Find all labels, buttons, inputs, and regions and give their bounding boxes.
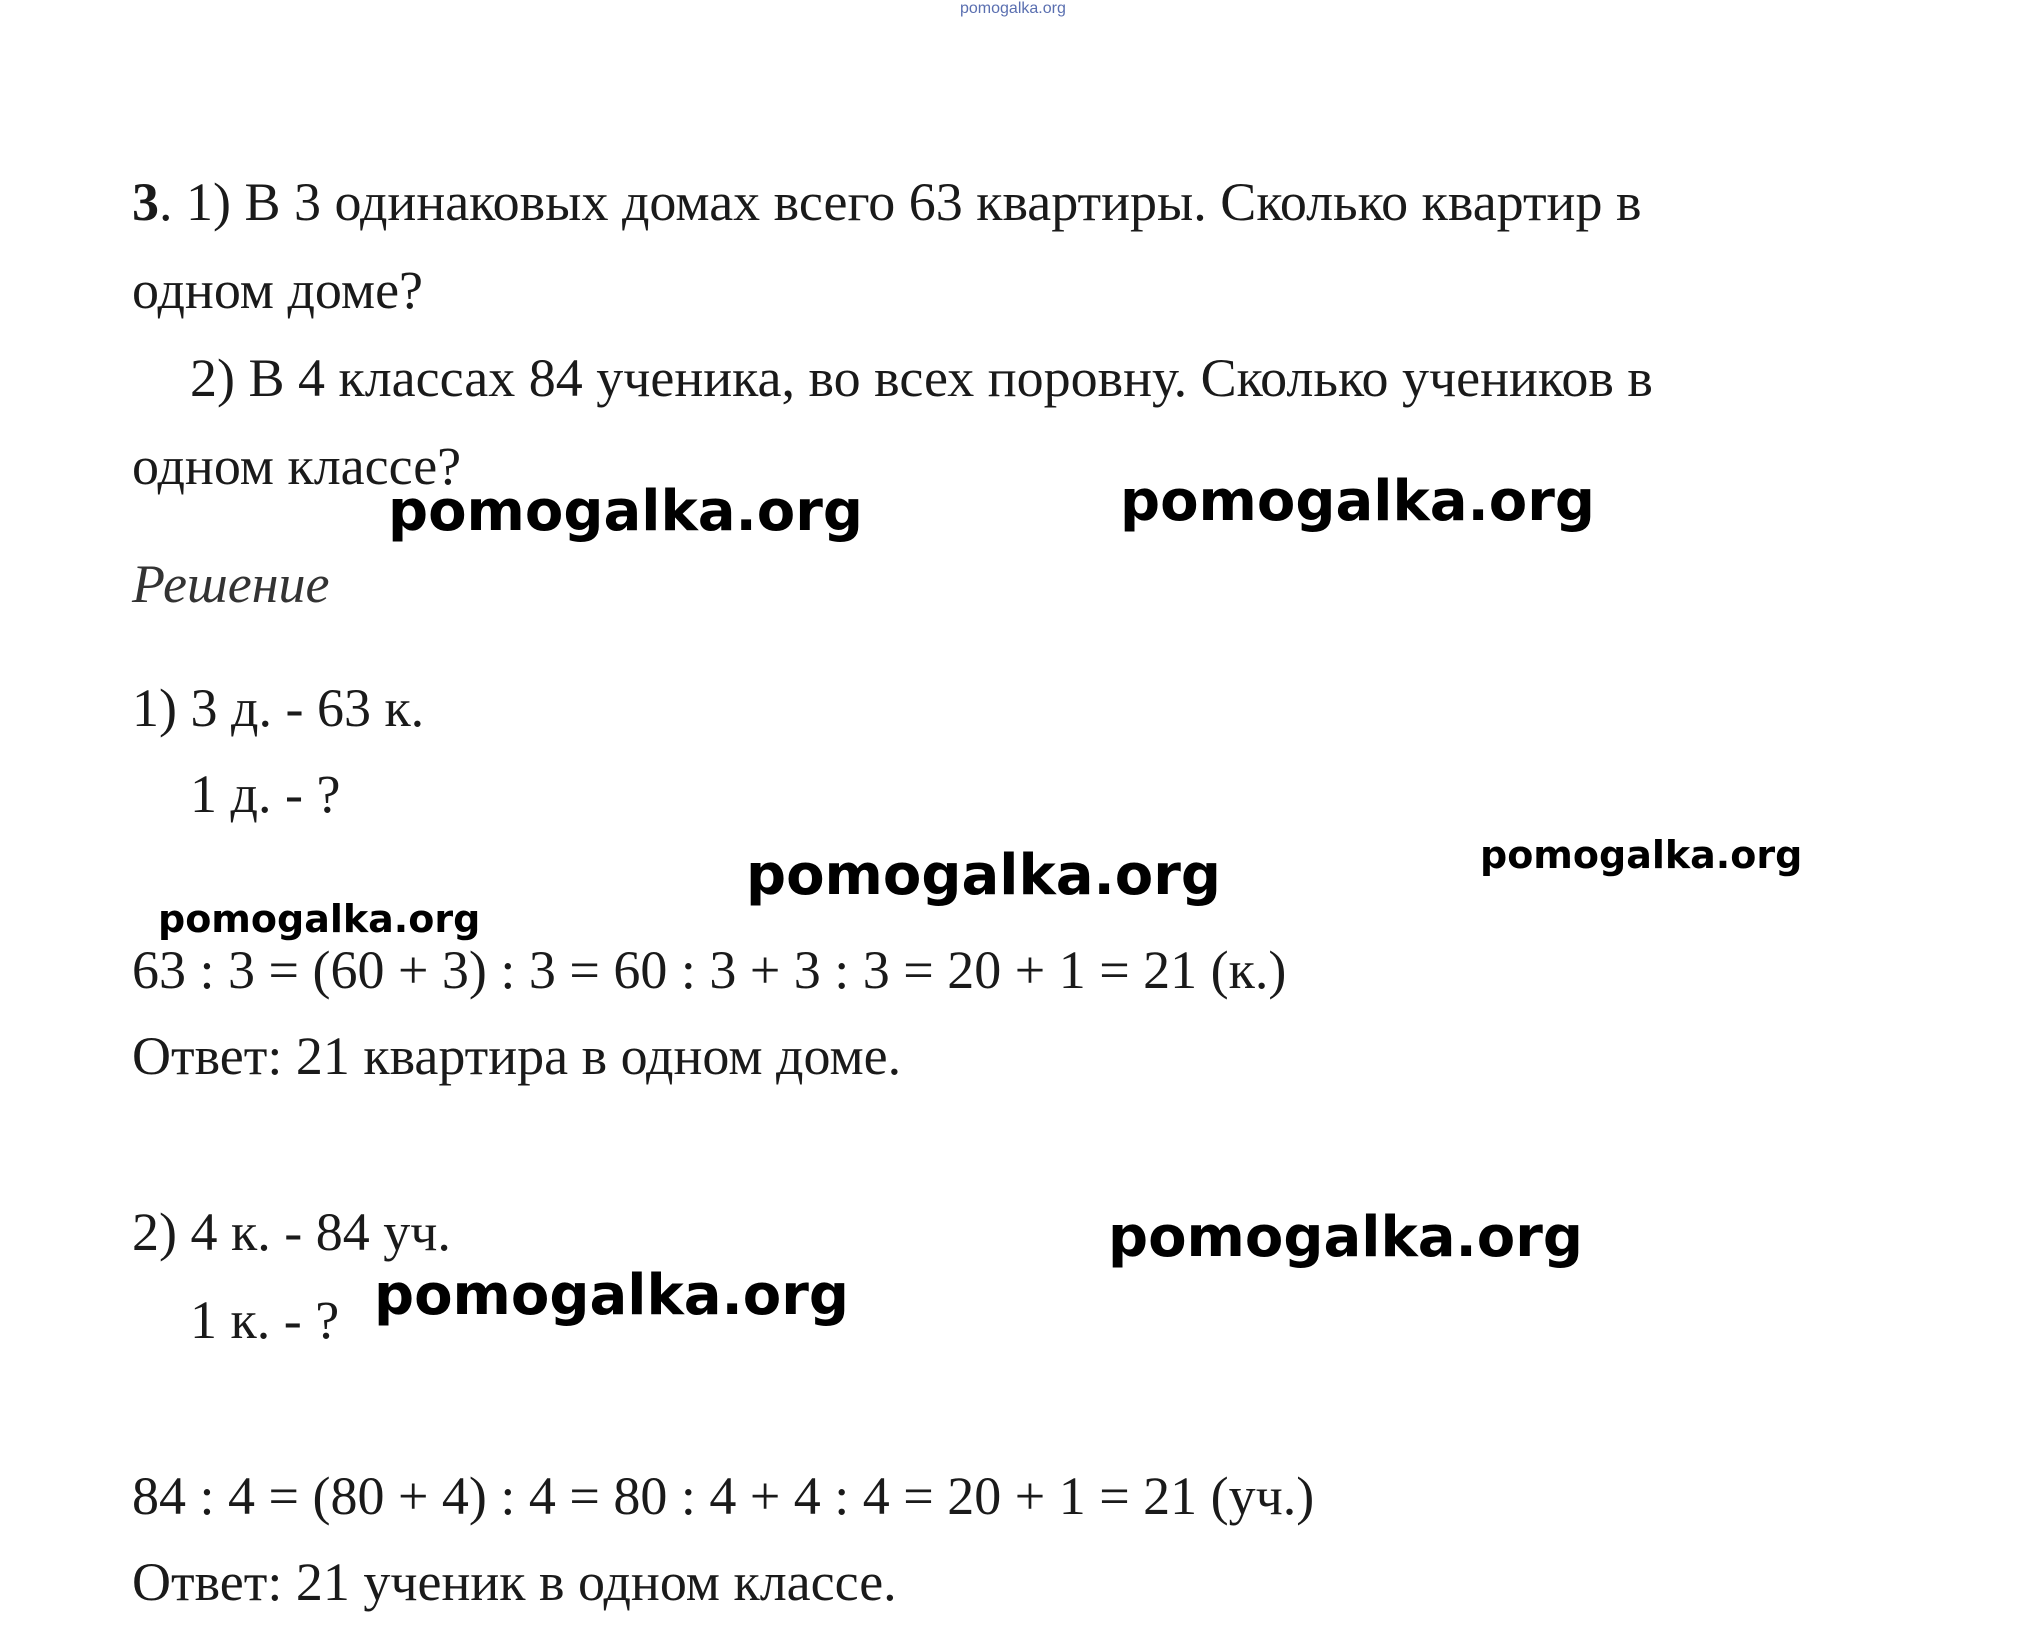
problem-line-4: одном классе? <box>132 436 462 496</box>
watermark: pomogalka.org <box>374 1263 849 1328</box>
watermark: pomogalka.org <box>1120 469 1595 534</box>
solution2-given-2: 1 к. - ? <box>190 1290 340 1350</box>
watermark: pomogalka.org <box>1480 833 1803 877</box>
problem-line-3: 2) В 4 классах 84 ученика, во всех поровну. Сколько учеников в <box>190 348 1653 408</box>
watermark: pomogalka.org <box>388 479 863 544</box>
solution2-answer: Ответ: 21 ученик в одном классе. <box>132 1552 897 1612</box>
solution-heading: Решение <box>132 554 330 614</box>
solution1-calculation: 63 : 3 = (60 + 3) : 3 = 60 : 3 + 3 : 3 = 20 + 1 = 21 (к.) <box>132 940 1287 1000</box>
top-watermark: pomogalka.org <box>960 0 1066 17</box>
watermark: pomogalka.org <box>158 897 481 941</box>
solution1-given-1: 1) 3 д. - 63 к. <box>132 678 425 738</box>
problem-part1-text: . 1) В 3 одинаковых домах всего 63 квартиры. Сколько квартир в <box>159 172 1642 232</box>
solution2-given-1: 2) 4 к. - 84 уч. <box>132 1202 451 1262</box>
watermark: pomogalka.org <box>1108 1205 1583 1270</box>
solution1-given-2: 1 д. - ? <box>190 764 341 824</box>
solution1-answer: Ответ: 21 квартира в одном доме. <box>132 1026 902 1086</box>
watermark: pomogalka.org <box>746 843 1221 908</box>
problem-line-1 <box>132 170 1641 234</box>
problem-line-2: одном доме? <box>132 260 424 320</box>
solution2-calculation: 84 : 4 = (80 + 4) : 4 = 80 : 4 + 4 : 4 = 20 + 1 = 21 (уч.) <box>132 1466 1315 1526</box>
problem-number: 3 <box>132 172 159 232</box>
